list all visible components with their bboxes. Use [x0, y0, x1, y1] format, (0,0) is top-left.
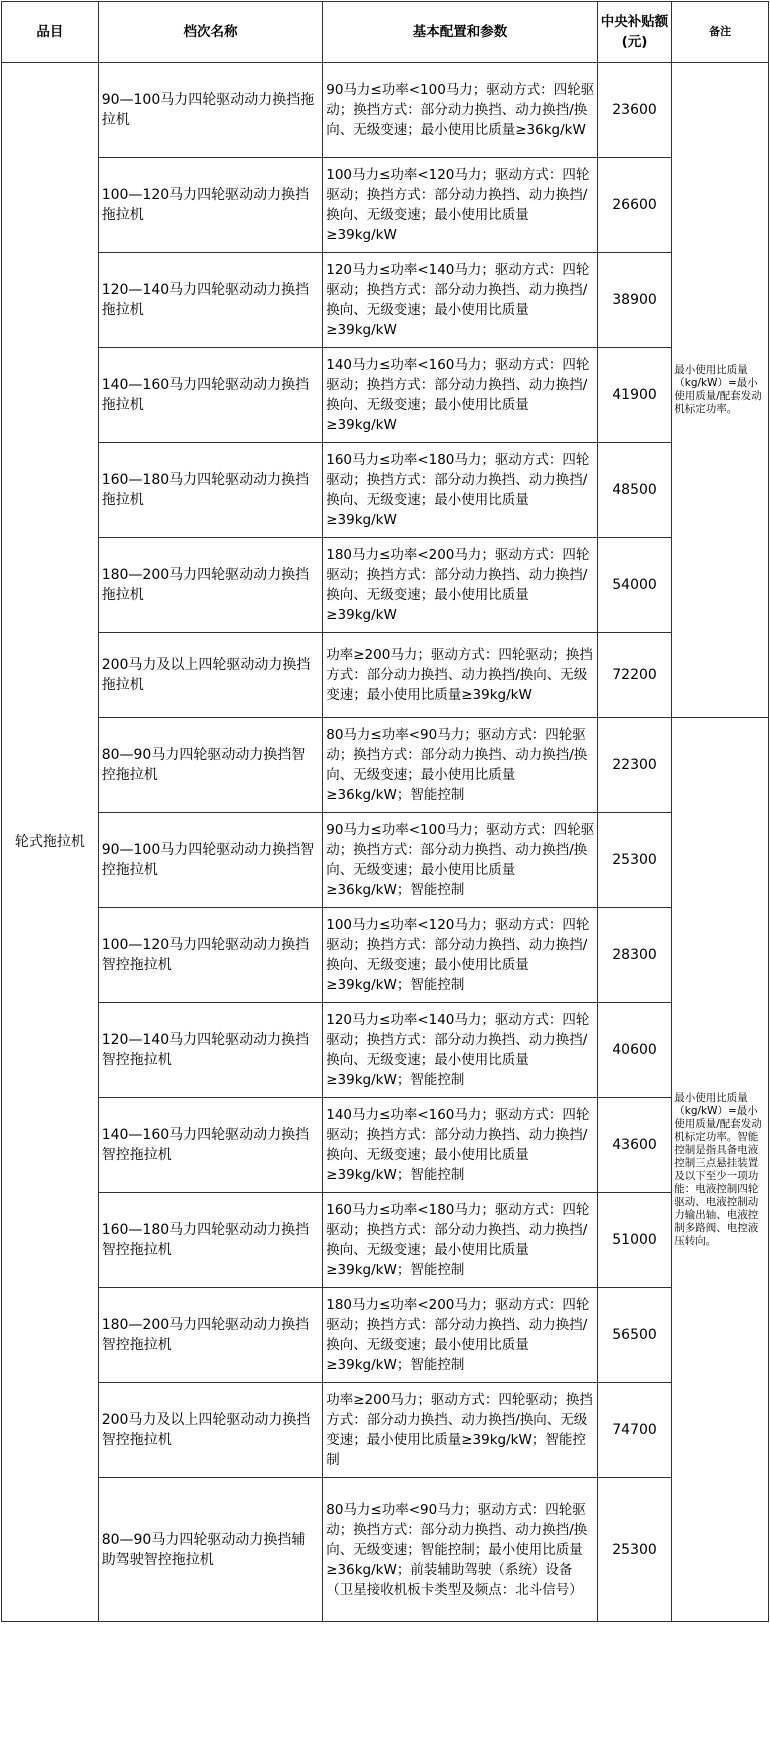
header-note: 备注: [672, 2, 769, 63]
tier-name: 120—140马力四轮驱动动力换挡拖拉机: [98, 253, 323, 348]
tier-name: 160—180马力四轮驱动动力换挡拖拉机: [98, 443, 323, 538]
config-cell: 功率≥200马力；驱动方式：四轮驱动；换挡方式：部分动力换挡、动力换挡/换向、无级变速；最小使用比质量≥39kg/kW；智能控制: [323, 1383, 598, 1478]
table-row: [2, 63, 769, 158]
tier-name: 100—120马力四轮驱动动力换挡智控拖拉机: [98, 908, 323, 1003]
subsidy-amount: 25300: [597, 1478, 671, 1622]
table-row: [2, 1193, 769, 1288]
header-config: 基本配置和参数: [323, 2, 598, 63]
subsidy-amount: 38900: [597, 253, 671, 348]
tier-name: 100—120马力四轮驱动动力换挡拖拉机: [98, 158, 323, 253]
tier-name: 180—200马力四轮驱动动力换挡智控拖拉机: [98, 1288, 323, 1383]
subsidy-amount: 40600: [597, 1003, 671, 1098]
config-cell: 160马力≤功率<180马力；驱动方式：四轮驱动；换挡方式：部分动力换挡、动力换挡/换向、无级变速；最小使用比质量≥39kg/kW；智能控制: [323, 1193, 598, 1288]
subsidy-table: [1, 1, 769, 1622]
table-row: [2, 1478, 769, 1622]
tier-name: 160—180马力四轮驱动动力换挡智控拖拉机: [98, 1193, 323, 1288]
table-row: [2, 718, 769, 813]
table-row: [2, 633, 769, 718]
config-cell: 90马力≤功率<100马力；驱动方式：四轮驱动；换挡方式：部分动力换挡、动力换挡/换向、无级变速；最小使用比质量≥36kg/kW；智能控制: [323, 813, 598, 908]
config-cell: 180马力≤功率<200马力；驱动方式：四轮驱动；换挡方式：部分动力换挡、动力换挡/换向、无级变速；最小使用比质量≥39kg/kW；智能控制: [323, 1288, 598, 1383]
subsidy-amount: 48500: [597, 443, 671, 538]
tier-name: 140—160马力四轮驱动动力换挡拖拉机: [98, 348, 323, 443]
config-cell: 180马力≤功率<200马力；驱动方式：四轮驱动；换挡方式：部分动力换挡、动力换挡/换向、无级变速；最小使用比质量≥39kg/kW: [323, 538, 598, 633]
note-cell: 最小使用比质量（kg/kW）=最小使用质量/配套发动机标定功率。智能控制是指具备电液控制三点悬挂装置及以下至少一项功能：电液控制四轮驱动、电液控制动力输出轴、电液控制多路阀、电控液压转向。: [672, 718, 769, 1622]
table-row: [2, 348, 769, 443]
subsidy-amount: 43600: [597, 1098, 671, 1193]
config-cell: 120马力≤功率<140马力；驱动方式：四轮驱动；换挡方式：部分动力换挡、动力换挡/换向、无级变速；最小使用比质量≥39kg/kW: [323, 253, 598, 348]
tier-name: 140—160马力四轮驱动动力换挡智控拖拉机: [98, 1098, 323, 1193]
subsidy-amount: 23600: [597, 63, 671, 158]
tier-name: 120—140马力四轮驱动动力换挡智控拖拉机: [98, 1003, 323, 1098]
subsidy-amount: 26600: [597, 158, 671, 253]
config-cell: 140马力≤功率<160马力；驱动方式：四轮驱动；换挡方式：部分动力换挡、动力换挡/换向、无级变速；最小使用比质量≥39kg/kW: [323, 348, 598, 443]
header-subsidy: 中央补贴额(元): [597, 2, 671, 63]
subsidy-amount: 28300: [597, 908, 671, 1003]
subsidy-amount: 25300: [597, 813, 671, 908]
config-cell: 80马力≤功率<90马力；驱动方式：四轮驱动；换挡方式：部分动力换挡、动力换挡/换向、无级变速；最小使用比质量≥36kg/kW；智能控制: [323, 718, 598, 813]
subsidy-amount: 41900: [597, 348, 671, 443]
header-category: 品目: [2, 2, 99, 63]
table-row: [2, 158, 769, 253]
tier-name: 80—90马力四轮驱动动力换挡智控拖拉机: [98, 718, 323, 813]
subsidy-amount: 54000: [597, 538, 671, 633]
config-cell: 90马力≤功率<100马力；驱动方式：四轮驱动；换挡方式：部分动力换挡、动力换挡/换向、无级变速；最小使用比质量≥36kg/kW: [323, 63, 598, 158]
tier-name: 200马力及以上四轮驱动动力换挡拖拉机: [98, 633, 323, 718]
config-cell: 160马力≤功率<180马力；驱动方式：四轮驱动；换挡方式：部分动力换挡、动力换挡/换向、无级变速；最小使用比质量≥39kg/kW: [323, 443, 598, 538]
table-row: [2, 1383, 769, 1478]
subsidy-amount: 51000: [597, 1193, 671, 1288]
tier-name: 90—100马力四轮驱动动力换挡拖拉机: [98, 63, 323, 158]
tier-name: 200马力及以上四轮驱动动力换挡智控拖拉机: [98, 1383, 323, 1478]
config-cell: 140马力≤功率<160马力；驱动方式：四轮驱动；换挡方式：部分动力换挡、动力换挡/换向、无级变速；最小使用比质量≥39kg/kW；智能控制: [323, 1098, 598, 1193]
header-tier: 档次名称: [98, 2, 323, 63]
subsidy-amount: 72200: [597, 633, 671, 718]
config-cell: 功率≥200马力；驱动方式：四轮驱动；换挡方式：部分动力换挡、动力换挡/换向、无级变速；最小使用比质量≥39kg/kW: [323, 633, 598, 718]
subsidy-amount: 56500: [597, 1288, 671, 1383]
table-row: [2, 1098, 769, 1193]
table-row: [2, 813, 769, 908]
table-row: [2, 538, 769, 633]
table-row: [2, 908, 769, 1003]
tier-name: 180—200马力四轮驱动动力换挡拖拉机: [98, 538, 323, 633]
tier-name: 90—100马力四轮驱动动力换挡智控拖拉机: [98, 813, 323, 908]
config-cell: 100马力≤功率<120马力；驱动方式：四轮驱动；换挡方式：部分动力换挡、动力换挡/换向、无级变速；最小使用比质量≥39kg/kW；智能控制: [323, 908, 598, 1003]
category-cell: 轮式拖拉机: [2, 63, 99, 1622]
note-cell: 最小使用比质量（kg/kW）=最小使用质量/配套发动机标定功率。: [672, 63, 769, 718]
header-row: [2, 2, 769, 63]
config-cell: 80马力≤功率<90马力；驱动方式：四轮驱动；换挡方式：部分动力换挡、动力换挡/换向、无级变速；智能控制；最小使用比质量≥36kg/kW；前装辅助驾驶（系统）设备（卫星接收机板卡类型及频点：北斗信号）: [323, 1478, 598, 1622]
config-cell: 120马力≤功率<140马力；驱动方式：四轮驱动；换挡方式：部分动力换挡、动力换挡/换向、无级变速；最小使用比质量≥39kg/kW；智能控制: [323, 1003, 598, 1098]
tier-name: 80—90马力四轮驱动动力换挡辅助驾驶智控拖拉机: [98, 1478, 323, 1622]
subsidy-amount: 22300: [597, 718, 671, 813]
table-row: [2, 253, 769, 348]
table-row: [2, 1288, 769, 1383]
table-row: [2, 1003, 769, 1098]
table-row: [2, 443, 769, 538]
config-cell: 100马力≤功率<120马力；驱动方式：四轮驱动；换挡方式：部分动力换挡、动力换挡/换向、无级变速；最小使用比质量≥39kg/kW: [323, 158, 598, 253]
subsidy-amount: 74700: [597, 1383, 671, 1478]
